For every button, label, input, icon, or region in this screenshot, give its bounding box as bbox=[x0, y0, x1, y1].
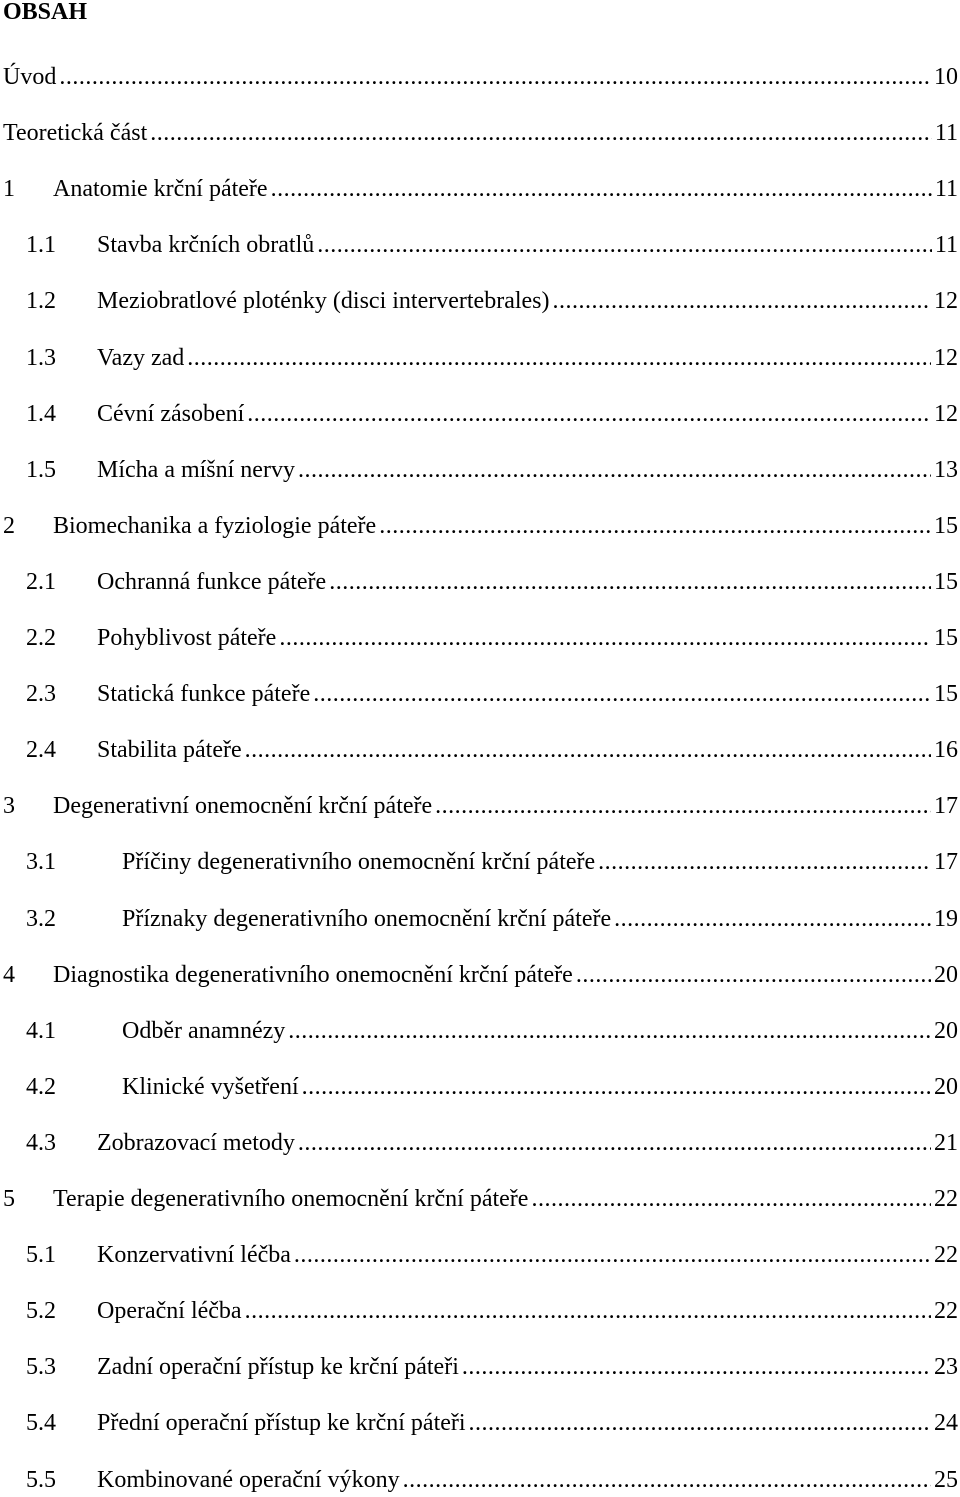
toc-entry-title: Diagnostika degenerativního onemocnění krční páteře bbox=[53, 962, 573, 988]
toc-leader-dots bbox=[271, 174, 932, 204]
toc-leader-dots bbox=[302, 1072, 931, 1102]
toc-entry-number: 4.2 bbox=[26, 1074, 56, 1100]
toc-leader-dots bbox=[294, 1240, 931, 1270]
toc-entry-page: 11 bbox=[934, 120, 958, 146]
toc-entry-page: 16 bbox=[934, 737, 958, 763]
toc-leader-dots bbox=[403, 1465, 931, 1495]
toc-entry-title: Operační léčba bbox=[97, 1298, 242, 1324]
toc-entry-page: 15 bbox=[934, 625, 958, 651]
toc-entry-title: Příznaky degenerativního onemocnění krční páteře bbox=[122, 906, 612, 932]
toc-entry-title: Mícha a míšní nervy bbox=[97, 457, 295, 483]
toc-leader-dots bbox=[247, 399, 931, 429]
toc-entry[interactable] bbox=[0, 230, 960, 260]
toc-entry[interactable] bbox=[0, 791, 960, 821]
toc-entry-page: 13 bbox=[934, 457, 958, 483]
toc-entry[interactable] bbox=[0, 455, 960, 485]
toc-entry-page: 20 bbox=[934, 962, 958, 988]
toc-leader-dots bbox=[379, 511, 931, 541]
toc-entry-number: 5.5 bbox=[26, 1467, 56, 1493]
toc-heading: OBSAH bbox=[3, 0, 88, 25]
toc-entry-number: 3.2 bbox=[26, 906, 56, 932]
toc-entry-page: 20 bbox=[934, 1018, 958, 1044]
toc-leader-dots bbox=[435, 791, 931, 821]
toc-entry-number: 2 bbox=[3, 513, 15, 539]
toc-entry-number: 5.4 bbox=[26, 1410, 56, 1436]
toc-entry[interactable] bbox=[0, 1465, 960, 1495]
toc-entry-number: 3.1 bbox=[26, 849, 56, 875]
toc-leader-dots bbox=[553, 286, 932, 316]
toc-entry[interactable] bbox=[0, 1016, 960, 1046]
toc-entry[interactable] bbox=[0, 904, 960, 934]
toc-leader-dots bbox=[531, 1184, 931, 1214]
toc-entry-title: Terapie degenerativního onemocnění krční páteře bbox=[53, 1186, 529, 1212]
toc-entry[interactable] bbox=[0, 960, 960, 990]
toc-leader-dots bbox=[187, 343, 931, 373]
toc-entry-number: 5.3 bbox=[26, 1354, 56, 1380]
toc-entry-page: 17 bbox=[934, 849, 958, 875]
toc-entry-page: 20 bbox=[934, 1074, 958, 1100]
toc-entry-title: Pohyblivost páteře bbox=[97, 625, 277, 651]
toc-leader-dots bbox=[317, 230, 932, 260]
toc-entry-number: 1.3 bbox=[26, 345, 56, 371]
toc-entry-page: 11 bbox=[934, 176, 958, 202]
toc-entry-page: 21 bbox=[934, 1130, 958, 1156]
toc-entry-title: Teoretická část bbox=[3, 120, 148, 146]
toc-entry-title: Zadní operační přístup ke krční páteři bbox=[97, 1354, 459, 1380]
toc-entry-title: Vazy zad bbox=[97, 345, 185, 371]
toc-leader-dots bbox=[313, 679, 931, 709]
toc-entry-title: Biomechanika a fyziologie páteře bbox=[53, 513, 377, 539]
toc-entry[interactable] bbox=[0, 1408, 960, 1438]
toc-leader-dots bbox=[150, 118, 932, 148]
toc-entry-number: 4.1 bbox=[26, 1018, 56, 1044]
toc-entry-page: 22 bbox=[934, 1298, 958, 1324]
toc-entry-number: 1.1 bbox=[26, 232, 56, 258]
toc-leader-dots bbox=[462, 1352, 931, 1382]
toc-entry[interactable] bbox=[0, 1240, 960, 1270]
toc-entry-page: 22 bbox=[934, 1242, 958, 1268]
toc-entry-page: 12 bbox=[934, 401, 958, 427]
toc-entry[interactable] bbox=[0, 1352, 960, 1382]
toc-entry-page: 10 bbox=[934, 64, 958, 90]
toc-entry-title: Kombinované operační výkony bbox=[97, 1467, 400, 1493]
toc-entry-page: 23 bbox=[934, 1354, 958, 1380]
toc-entry-title: Anatomie krční páteře bbox=[53, 176, 268, 202]
toc-entry-number: 5 bbox=[3, 1186, 15, 1212]
toc-entry-number: 2.4 bbox=[26, 737, 56, 763]
toc-entry-number: 2.3 bbox=[26, 681, 56, 707]
toc-entry[interactable] bbox=[0, 174, 960, 204]
toc-entry-title: Zobrazovací metody bbox=[97, 1130, 295, 1156]
toc-entry-title: Meziobratlové ploténky (disci intervertebrales) bbox=[97, 288, 550, 314]
toc-leader-dots bbox=[245, 735, 931, 765]
toc-entry-number: 4.3 bbox=[26, 1130, 56, 1156]
toc-entry-number: 1.4 bbox=[26, 401, 56, 427]
toc-entry[interactable] bbox=[0, 1184, 960, 1214]
toc-entry-page: 22 bbox=[934, 1186, 958, 1212]
toc-entry[interactable] bbox=[0, 343, 960, 373]
toc-entry[interactable] bbox=[0, 847, 960, 877]
toc-entry-number: 1.2 bbox=[26, 288, 56, 314]
toc-leader-dots bbox=[298, 1128, 931, 1158]
toc-entry-page: 11 bbox=[934, 232, 958, 258]
toc-entry-number: 4 bbox=[3, 962, 15, 988]
toc-entry-title: Klinické vyšetření bbox=[122, 1074, 299, 1100]
toc-leader-dots bbox=[614, 904, 931, 934]
toc-entry-title: Stabilita páteře bbox=[97, 737, 242, 763]
toc-entry[interactable] bbox=[0, 1296, 960, 1326]
toc-entry[interactable] bbox=[0, 735, 960, 765]
toc-entry-page: 12 bbox=[934, 288, 958, 314]
toc-entry-page: 12 bbox=[934, 345, 958, 371]
toc-entry-title: Úvod bbox=[3, 64, 57, 90]
toc-entry-number: 5.1 bbox=[26, 1242, 56, 1268]
toc-entry-title: Konzervativní léčba bbox=[97, 1242, 291, 1268]
toc-entry[interactable] bbox=[0, 286, 960, 316]
toc-entry-page: 15 bbox=[934, 513, 958, 539]
toc-entry-title: Příčiny degenerativního onemocnění krční páteře bbox=[122, 849, 596, 875]
toc-leader-dots bbox=[598, 847, 931, 877]
toc-entry[interactable] bbox=[0, 623, 960, 653]
toc-entry-page: 24 bbox=[934, 1410, 958, 1436]
toc-entry[interactable] bbox=[0, 567, 960, 597]
toc-leader-dots bbox=[245, 1296, 931, 1326]
toc-entry[interactable] bbox=[0, 511, 960, 541]
toc-leader-dots bbox=[279, 623, 931, 653]
toc-entry-number: 2.2 bbox=[26, 625, 56, 651]
toc-entry[interactable] bbox=[0, 1128, 960, 1158]
toc-leader-dots bbox=[298, 455, 931, 485]
toc-leader-dots bbox=[469, 1408, 931, 1438]
toc-entry-page: 17 bbox=[934, 793, 958, 819]
toc-entry-title: Přední operační přístup ke krční páteři bbox=[97, 1410, 466, 1436]
toc-entry-number: 2.1 bbox=[26, 569, 56, 595]
toc-entry-title: Stavba krčních obratlů bbox=[97, 232, 315, 258]
toc-entry-title: Ochranná funkce páteře bbox=[97, 569, 327, 595]
toc-entry[interactable] bbox=[0, 1072, 960, 1102]
toc-leader-dots bbox=[329, 567, 931, 597]
toc-entry-title: Degenerativní onemocnění krční páteře bbox=[53, 793, 433, 819]
toc-entry[interactable] bbox=[0, 62, 960, 92]
toc-entry-page: 15 bbox=[934, 681, 958, 707]
toc-entry-title: Odběr anamnézy bbox=[122, 1018, 286, 1044]
toc-entry-number: 3 bbox=[3, 793, 15, 819]
toc-leader-dots bbox=[288, 1016, 931, 1046]
toc-leader-dots bbox=[576, 960, 931, 990]
toc-entry-number: 1.5 bbox=[26, 457, 56, 483]
toc-entry-page: 15 bbox=[934, 569, 958, 595]
toc-entry-page: 19 bbox=[934, 906, 958, 932]
toc-entry[interactable] bbox=[0, 399, 960, 429]
toc-leader-dots bbox=[59, 62, 931, 92]
toc-entry-title: Cévní zásobení bbox=[97, 401, 245, 427]
toc-entry[interactable] bbox=[0, 679, 960, 709]
toc-entry-page: 25 bbox=[934, 1467, 958, 1493]
toc-entry-title: Statická funkce páteře bbox=[97, 681, 311, 707]
toc-entry[interactable] bbox=[0, 118, 960, 148]
toc-entry-number: 1 bbox=[3, 176, 15, 202]
toc-entry-number: 5.2 bbox=[26, 1298, 56, 1324]
